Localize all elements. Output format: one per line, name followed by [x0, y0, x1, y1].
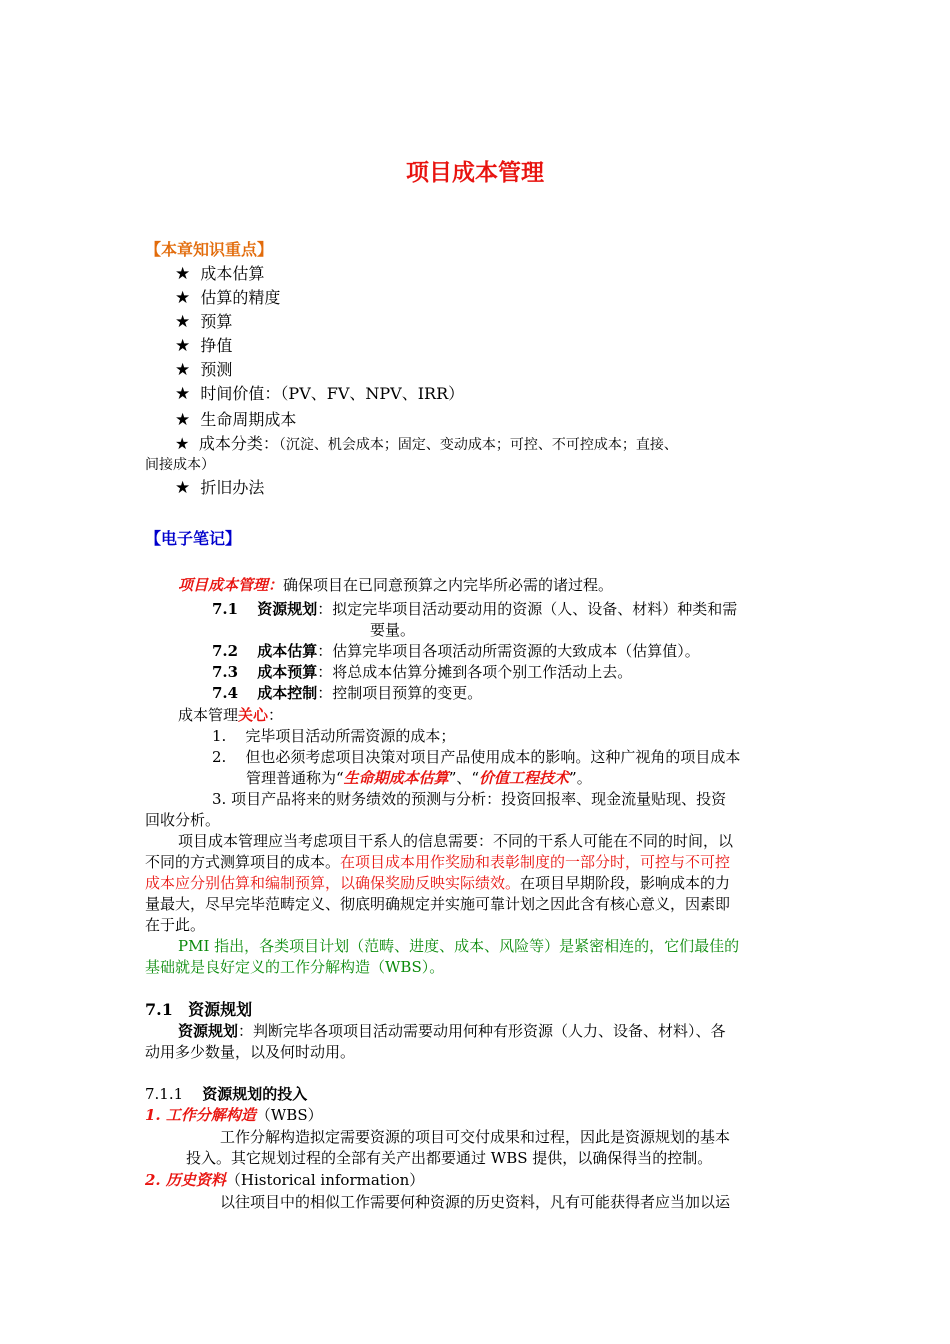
list-item	[175, 288, 280, 308]
text-run: ”、“	[448, 769, 480, 787]
list-item	[175, 360, 232, 380]
input-item	[145, 1106, 323, 1124]
value-engineering-term: 价值工程技术	[479, 769, 570, 787]
list-item	[175, 478, 264, 498]
concern-prefix: 成本管理	[178, 706, 239, 724]
notes-header: 【电子笔记】	[145, 529, 242, 548]
list-item-label: 估算的精度	[200, 288, 281, 307]
list-item	[175, 410, 296, 430]
star-icon: ★	[175, 312, 191, 332]
concern-item	[212, 727, 455, 745]
concern-item-3-continuation: 回收分析。	[145, 811, 221, 829]
list-item-label: 预算	[200, 312, 233, 331]
process-desc: ：控制项目预算的变更。	[317, 684, 483, 702]
concern-heading	[178, 706, 283, 724]
star-icon: ★	[175, 384, 191, 404]
input-abbrev: （WBS）	[255, 1106, 323, 1124]
process-number: 7.4	[212, 684, 239, 702]
list-item-label: 成本分类：	[198, 434, 279, 453]
paragraph-line	[145, 874, 730, 892]
input-label: 1. 工作分解构造	[145, 1106, 256, 1124]
process-item	[212, 684, 482, 702]
process-name: 资源规划	[257, 600, 318, 618]
list-item	[175, 434, 678, 454]
process-number: 7.3	[212, 663, 239, 681]
star-icon: ★	[175, 478, 191, 498]
input-label: 2. 历史资料	[145, 1171, 226, 1189]
concern-item-3: 3. 项目产品将来的财务绩效的预测与分析：投资回报率、现金流量贴现、投资	[212, 790, 727, 808]
lifecycle-term: 生命期成本估算	[343, 769, 449, 787]
text-run: ”。	[569, 769, 592, 787]
process-item	[212, 642, 700, 660]
highlight-text: 在项目成本用作奖励和表彰制度的一部分时，可控与不可控	[340, 853, 731, 871]
process-item-continuation: 要量。	[370, 621, 416, 639]
definition-term: 资源规划	[178, 1022, 239, 1040]
input-desc-line: 工作分解构造拟定需要资源的项目可交付成果和过程，因此是资源规划的基本	[220, 1128, 731, 1146]
subsection-heading	[145, 1085, 307, 1103]
key-points-header: 【本章知识重点】	[145, 240, 274, 259]
process-name: 成本控制	[257, 684, 318, 702]
paragraph-line: 在于此。	[145, 916, 206, 934]
highlight-text: 成本应分别估算和编制预算，以确保奖励反映实际绩效。	[145, 874, 521, 892]
subsection-title: 资源规划的投入	[202, 1085, 308, 1103]
subsection-number: 7.1.1	[145, 1085, 184, 1103]
paragraph-line: 项目成本管理应当考虑项目干系人的信息需要：不同的干系人可能在不同的时间，以	[178, 832, 734, 850]
star-icon: ★	[175, 360, 191, 380]
definition-text: ：判断完毕各项项目活动需要动用何种有形资源（人力、设备、材料）、各	[238, 1022, 726, 1040]
list-item-label: 折旧办法	[200, 478, 265, 497]
concern-item	[212, 748, 740, 766]
list-item-continuation: 间接成本）	[145, 457, 215, 473]
section-definition-continuation: 动用多少数量，以及何时动用。	[145, 1043, 356, 1061]
concern-word: 关心	[238, 706, 269, 724]
concern-text: 但也必须考虑项目决策对项目产品使用成本的影响。这种广视角的项目成本	[245, 748, 741, 766]
concern-text: 完毕项目活动所需资源的成本；	[245, 727, 456, 745]
list-item-label: 时间价值：（PV、FV、NPV、IRR）	[200, 384, 465, 403]
input-abbrev: （Historical information）	[225, 1171, 425, 1189]
star-icon: ★	[175, 336, 191, 356]
list-item-label: 成本估算	[200, 264, 265, 283]
process-item	[212, 600, 737, 618]
concern-suffix: ：	[268, 706, 284, 724]
star-icon: ★	[175, 410, 191, 430]
concern-number: 2.	[212, 748, 227, 766]
text-run: 不同的方式测算项目的成本。	[145, 853, 341, 871]
star-icon: ★	[175, 434, 190, 453]
input-desc-line: 投入。其它规划过程的全部有关产出都要通过 WBS 提供，以确保得当的控制。	[186, 1149, 713, 1167]
paragraph-line	[145, 853, 730, 871]
pmi-note-line: 基础就是良好定义的工作分解构造（WBS）。	[145, 958, 445, 976]
section-title: 资源规划	[188, 1000, 253, 1019]
paragraph-line: 量最大，尽早完毕范畴定义、彻底明确规定并实施可靠计划之因此含有核心意义，因素即	[145, 895, 731, 913]
process-name: 成本预算	[257, 663, 318, 681]
list-item	[175, 312, 232, 332]
definition-term: 项目成本管理：	[178, 576, 284, 594]
list-item	[175, 384, 464, 404]
section-definition	[178, 1022, 726, 1040]
input-desc-line: 以往项目中的相似工作需要何种资源的历史资料，凡有可能获得者应当加以运	[220, 1193, 731, 1211]
process-number: 7.1	[212, 600, 239, 618]
section-heading	[145, 1000, 252, 1019]
concern-number: 1.	[212, 727, 227, 745]
text-run: 在项目早期阶段，影响成本的力	[520, 874, 731, 892]
concern-item-continuation	[246, 769, 592, 787]
list-item-label: 挣值	[200, 336, 233, 355]
process-desc: ：拟定完毕项目活动要动用的资源（人、设备、材料）种类和需	[317, 600, 738, 618]
process-desc: ：将总成本估算分摊到各项个别工作活动上去。	[317, 663, 633, 681]
star-icon: ★	[175, 264, 191, 284]
definition-text: 确保项目在已同意预算之内完毕所必需的诸过程。	[283, 576, 614, 594]
list-item-label: 预测	[200, 360, 233, 379]
star-icon: ★	[175, 288, 191, 308]
section-number: 7.1	[145, 1000, 173, 1019]
process-desc: ：估算完毕项目各项活动所需资源的大致成本（估算值）。	[317, 642, 700, 660]
input-item	[145, 1171, 424, 1189]
page-title: 项目成本管理	[406, 160, 544, 186]
text-run: 管理普通称为“	[246, 769, 344, 787]
process-number: 7.2	[212, 642, 239, 660]
process-item	[212, 663, 632, 681]
list-item	[175, 336, 232, 356]
list-item-detail: （沉淀、机会成本；固定、变动成本；可控、不可控成本；直接、	[278, 437, 678, 453]
definition-line	[178, 576, 613, 594]
list-item-label: 生命周期成本	[200, 410, 297, 429]
list-item	[175, 264, 264, 284]
pmi-note-line: PMI 指出，各类项目计划（范畴、进度、成本、风险等）是紧密相连的，它们最佳的	[178, 937, 740, 955]
process-name: 成本估算	[257, 642, 318, 660]
